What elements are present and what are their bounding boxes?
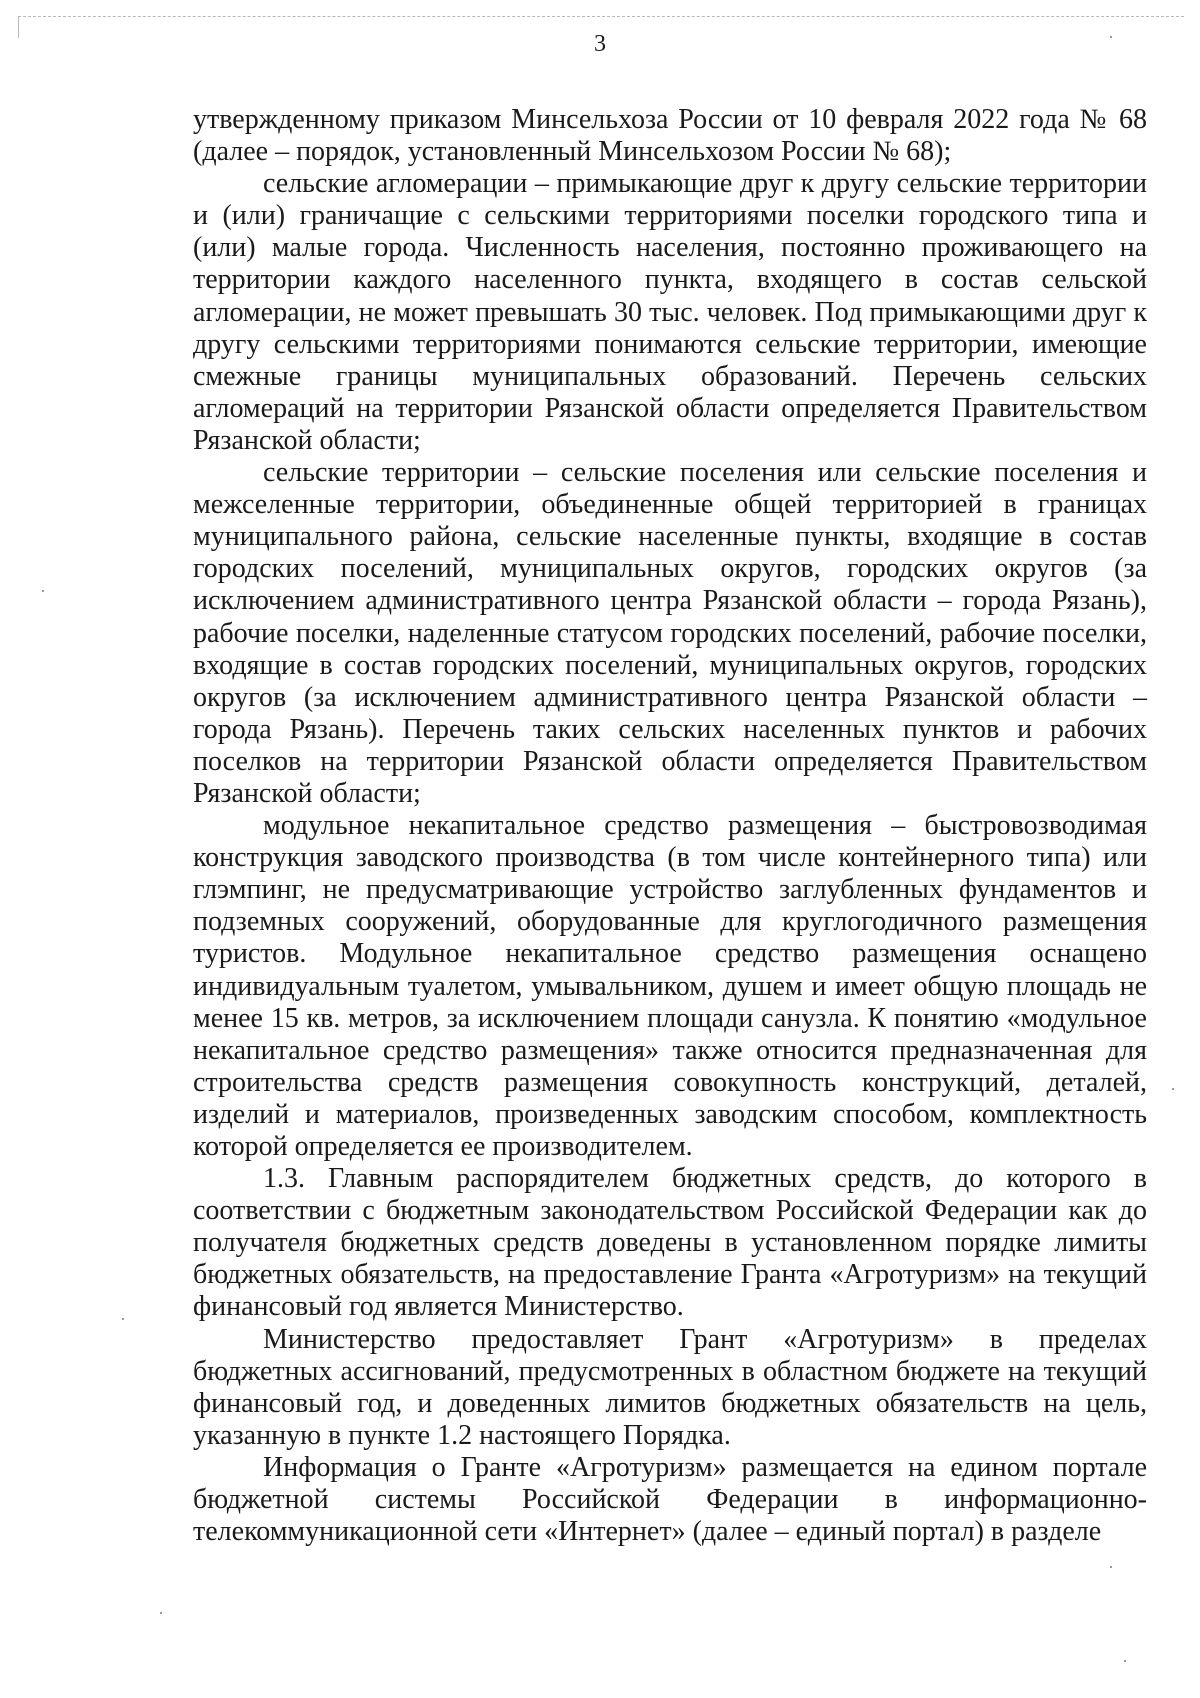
scan-speck (1172, 1088, 1174, 1090)
paragraph-section-1-3: 1.3. Главным распорядителем бюджетных средств, до которого в соответствии с бюджетным законодательством Российской Федерации как до получателя бюджетных средств доведены в установленном порядке лимиты бюджетных обязательств, на предоставление Гранта «Агротуризм» на текущий финансовый год является Министерство. (193, 1163, 1147, 1323)
scan-speck (1110, 36, 1112, 38)
scan-speck (1124, 1660, 1126, 1662)
scan-speck (1110, 1566, 1112, 1568)
page-number: 3 (594, 31, 606, 57)
scan-speck (122, 1318, 124, 1320)
scan-speck (160, 1612, 162, 1614)
paragraph-grant-information: Информация о Гранте «Агротуризм» размещается на едином портале бюджетной системы Российской Федерации в информационно-телекоммуникационной сети «Интернет» (далее – единый портал) в разделе (193, 1451, 1147, 1548)
paragraph-order-reference: утвержденному приказом Минсельхоза России от 10 февраля 2022 года № 68 (далее – порядок, установленный Минсельхозом России № 68); (193, 104, 1147, 168)
document-body (193, 104, 1147, 1548)
paragraph-rural-agglomerations: сельские агломерации – примыкающие друг к другу сельские территории и (или) граничащие с сельскими территориями поселки городского типа и (или) малые города. Численность населения, постоянно проживающего на территории каждого населенного пункта, входящего в состав сельской агломерации, не может превышать 30 тыс. человек. Под примыкающими друг к другу сельскими территориями понимаются сельские территории, имеющие смежные границы муниципальных образований. Перечень сельских агломераций на территории Рязанской области определяется Правительством Рязанской области; (193, 168, 1147, 456)
scan-speck (42, 590, 44, 592)
scan-edge-line (18, 16, 1184, 17)
paragraph-ministry-grant: Министерство предоставляет Грант «Агротуризм» в пределах бюджетных ассигнований, предусмотренных в областном бюджете на текущий финансовый год, и доведенных лимитов бюджетных обязательств на цель, указанную в пункте 1.2 настоящего Порядка. (193, 1323, 1147, 1451)
paragraph-rural-territories: сельские территории – сельские поселения или сельские поселения и межселенные территории, объединенные общей территорией в границах муниципального района, сельские населенные пункты, входящие в состав городских поселений, муниципальных округов, городских округов (за исключением административного центра Рязанской области – города Рязань), рабочие поселки, наделенные статусом городских поселений, рабочие поселки, входящие в состав городских поселений, муниципальных округов, городских округов (за исключением административного центра Рязанской области – города Рязань). Перечень таких сельских населенных пунктов и рабочих поселков на территории Рязанской области определяется Правительством Рязанской области; (193, 457, 1147, 809)
paragraph-modular-accommodation: модульное некапитальное средство размещения – быстровозводимая конструкция заводского производства (в том числе контейнерного типа) или глэмпинг, не предусматривающие устройство заглубленных фундаментов и подземных сооружений, оборудованные для круглогодичного размещения туристов. Модульное некапитальное средство размещения оснащено индивидуальным туалетом, умывальником, душем и имеет общую площадь не менее 15 кв. метров, за исключением площади санузла. К понятию «модульное некапитальное средство размещения» также относится предназначенная для строительства средств размещения совокупность конструкций, деталей, изделий и материалов, произведенных заводским способом, комплектность которой определяется ее производителем. (193, 810, 1147, 1162)
